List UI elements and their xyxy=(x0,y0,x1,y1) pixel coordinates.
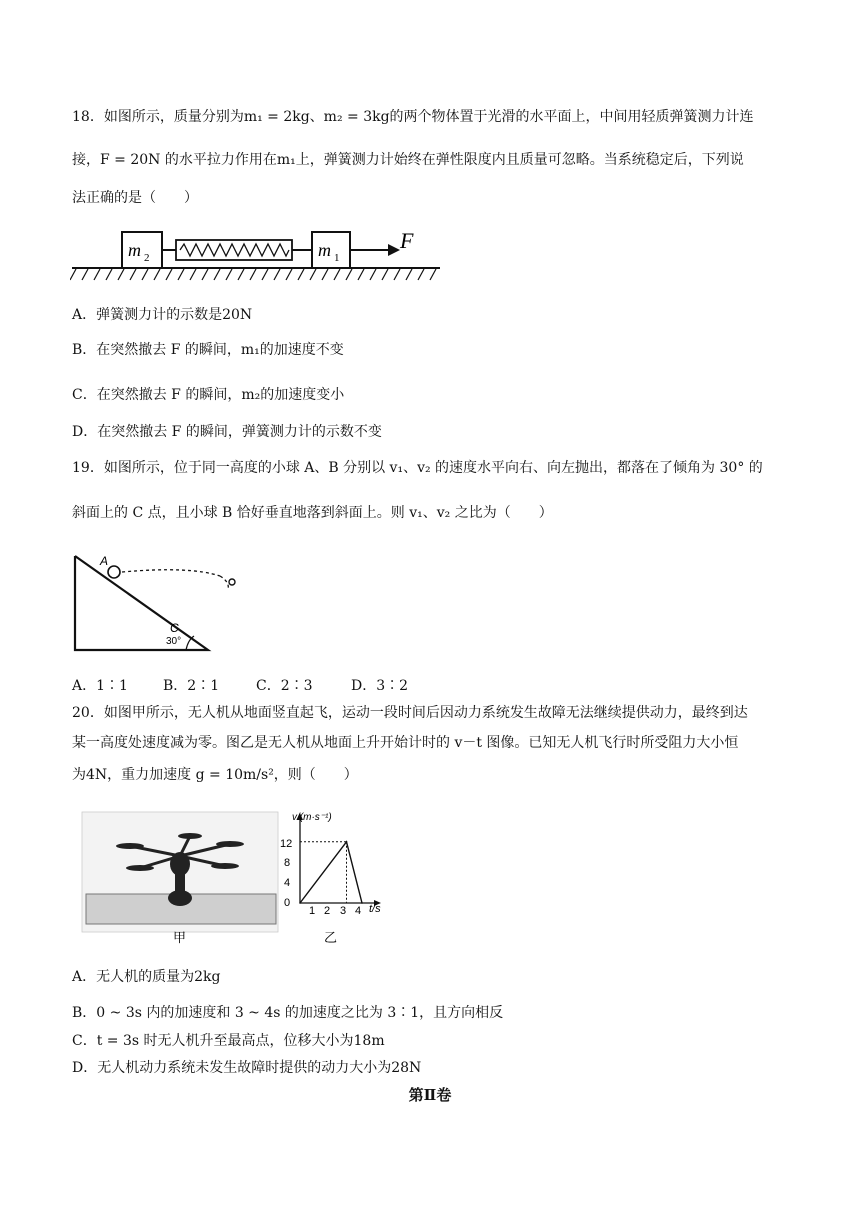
y-axis-label: v/(m·s⁻¹) xyxy=(292,812,332,823)
y-tick-12: 12 xyxy=(280,838,293,850)
ball-a xyxy=(108,566,120,578)
vt-point-1 xyxy=(346,841,348,843)
q20-option-c: C．t = 3s 时无人机升至最高点，位移大小为18m xyxy=(72,1033,385,1049)
y-tick-0: 0 xyxy=(284,897,291,909)
x-axis-label: t/s xyxy=(369,903,381,915)
q18-option-a: A．弹簧测力计的示数是20N xyxy=(72,307,253,323)
q18-line2: 接，F = 20N 的水平拉力作用在m₁上，弹簧测力计始终在弹性限度内且质量可忽略。当系统稳定后，下列说 xyxy=(72,152,744,168)
m2-label: m xyxy=(128,240,141,260)
m1-subscript: 1 xyxy=(334,252,340,264)
q20-option-d: D．无人机动力系统未发生故障时提供的动力大小为28N xyxy=(72,1060,422,1076)
q18-option-c: C．在突然撤去 F 的瞬间，m₂的加速度变小 xyxy=(72,387,345,403)
angle-label: 30° xyxy=(166,636,182,647)
q19-option-d: D．3∶2 xyxy=(351,678,409,694)
drone-figure xyxy=(80,806,280,946)
q18-line1: 18．如图所示，质量分别为m₁ = 2kg、m₂ = 3kg的两个物体置于光滑的水平面上，中间用轻质弹簧测力计连 xyxy=(72,109,754,125)
x-tick-4: 4 xyxy=(355,905,362,917)
q19-option-a: A．1∶1 xyxy=(72,678,128,694)
x-tick-3: 3 xyxy=(340,905,347,917)
vt-point-2 xyxy=(361,902,363,904)
m2-subscript: 2 xyxy=(144,252,150,264)
ball-b xyxy=(229,579,235,585)
trajectory-a xyxy=(122,570,220,576)
q18-line3: 法正确的是（ ） xyxy=(72,190,198,206)
incline-figure xyxy=(70,552,250,656)
caption-right: 乙 xyxy=(324,931,338,946)
m1-label: m xyxy=(318,240,331,260)
q20-line3: 为4N，重力加速度 g = 10m/s²，则（ ） xyxy=(72,767,358,783)
q20-line1: 20．如图甲所示，无人机从地面竖直起飞，运动一段时间后因动力系统发生故障无法继续提供动力，最终到达 xyxy=(72,705,748,721)
q20-option-a: A．无人机的质量为2kg xyxy=(72,969,221,985)
caption-left: 甲 xyxy=(173,931,187,946)
q19-option-c: C．2∶3 xyxy=(256,678,313,694)
trajectory-b xyxy=(220,576,228,590)
label-c: C xyxy=(170,621,179,635)
q19-line2: 斜面上的 C 点，且小球 B 恰好垂直地落到斜面上。则 v₁、v₂ 之比为（ ） xyxy=(72,505,553,521)
force-label: F xyxy=(400,228,414,253)
q18-option-d: D．在突然撤去 F 的瞬间，弹簧测力计的示数不变 xyxy=(72,424,382,440)
x-tick-1: 1 xyxy=(309,905,316,917)
vt-graph xyxy=(276,808,396,948)
y-tick-8: 8 xyxy=(284,857,291,869)
y-tick-4: 4 xyxy=(284,877,291,889)
q19-option-b: B．2∶1 xyxy=(163,678,220,694)
q20-line2: 某一高度处速度减为零。图乙是无人机从地面上升开始计时的 v－t 图像。已知无人机飞行时所受阻力大小恒 xyxy=(72,735,739,751)
force-arrowhead xyxy=(388,244,400,256)
label-a: A xyxy=(100,554,109,568)
vt-point-0 xyxy=(299,902,301,904)
q19-line1: 19．如图所示，位于同一高度的小球 A、B 分别以 v₁、v₂ 的速度水平向右、向左抛出，都落在了倾角为 30° 的 xyxy=(72,460,763,476)
vt-series-line xyxy=(300,842,362,903)
q20-option-b: B．0 ~ 3s 内的加速度和 3 ~ 4s 的加速度之比为 3∶1，且方向相反 xyxy=(72,1005,504,1021)
q18-option-b: B．在突然撤去 F 的瞬间，m₁的加速度不变 xyxy=(72,342,344,358)
section-title: 第Ⅱ卷 xyxy=(408,1086,452,1104)
x-tick-2: 2 xyxy=(324,905,331,917)
spring-scale-figure xyxy=(70,224,442,286)
